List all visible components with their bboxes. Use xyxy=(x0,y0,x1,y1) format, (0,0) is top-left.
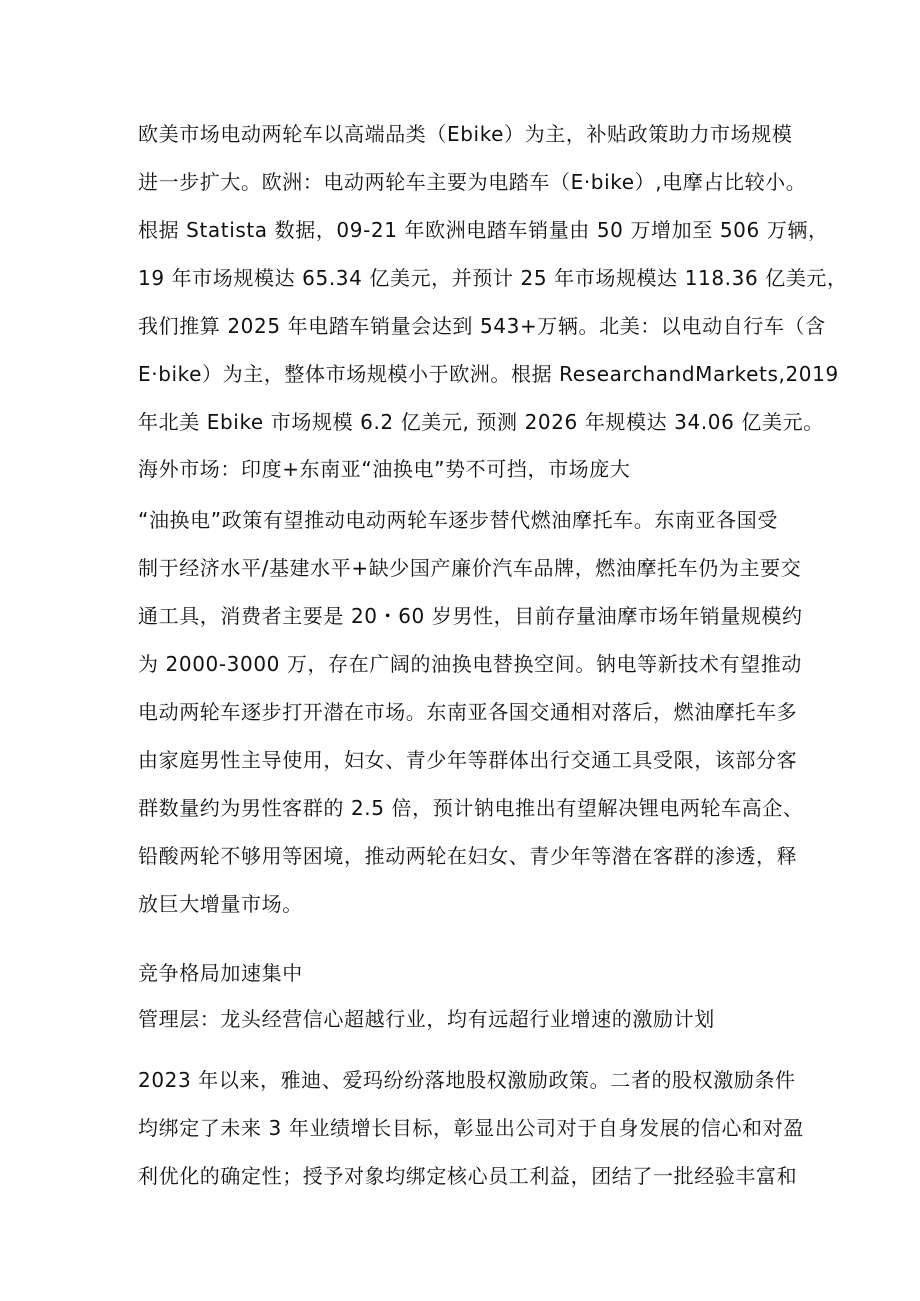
paragraph-incentive-line-2: 均绑定了未来 3 年业绩增长目标，彰显出公司对于自身发展的信心和对盈 xyxy=(138,1116,804,1140)
paragraph-europe-line-5: 我们推算 2025 年电踏车销量会达到 543+万辆。北美：以电动自行车（含 xyxy=(138,314,826,338)
paragraph-incentive-line-3: 利优化的确定性；授予对象均绑定核心员工利益，团结了一批经验丰富和 xyxy=(138,1164,798,1188)
paragraph-europe-line-3: 根据 Statista 数据，09-21 年欧洲电踏车销量由 50 万增加至 506 万辆， xyxy=(138,218,829,242)
paragraph-sea-line-8: 铅酸两轮不够用等困境，推动两轮在妇女、青少年等潜在客群的渗透，释 xyxy=(138,844,798,868)
paragraph-europe-line-4: 19 年市场规模达 65.34 亿美元，并预计 25 年市场规模达 118.36 亿美元， xyxy=(138,266,848,290)
paragraph-sea-line-1: “油换电”政策有望推动电动两轮车逐步替代燃油摩托车。东南亚各国受 xyxy=(138,508,778,532)
paragraph-europe-line-7: 年北美 Ebike 市场规模 6.2 亿美元, 预测 2026 年规模达 34.06 亿美元。 xyxy=(138,410,824,434)
paragraph-sea-line-4: 为 2000-3000 万，存在广阔的油换电替换空间。钠电等新技术有望推动 xyxy=(138,652,802,676)
paragraph-sea-line-6: 由家庭男性主导使用，妇女、青少年等群体出行交通工具受限，该部分客 xyxy=(138,748,798,772)
paragraph-sea-line-2: 制于经济水平/基建水平+缺少国产廉价汽车品牌，燃油摩托车仍为主要交 xyxy=(138,556,802,580)
heading-overseas-market: 海外市场：印度+东南亚“油换电”势不可挡，市场庞大 xyxy=(138,457,631,481)
paragraph-sea-line-3: 通工具，消费者主要是 20・60 岁男性，目前存量油摩市场年销量规模约 xyxy=(138,604,803,628)
paragraph-europe-line-1: 欧美市场电动两轮车以高端品类（Ebike）为主，补贴政策助力市场规模 xyxy=(138,122,793,146)
paragraph-europe-line-2: 进一步扩大。欧洲：电动两轮车主要为电踏车（E·bike）,电摩占比较小。 xyxy=(138,170,807,194)
paragraph-incentive-line-1: 2023 年以来，雅迪、爱玛纷纷落地股权激励政策。二者的股权激励条件 xyxy=(138,1068,796,1092)
paragraph-sea-line-7: 群数量约为男性客群的 2.5 倍，预计钠电推出有望解决锂电两轮车高企、 xyxy=(138,796,804,820)
paragraph-sea-line-9: 放巨大增量市场。 xyxy=(138,892,303,916)
paragraph-sea-line-5: 电动两轮车逐步打开潜在市场。东南亚各国交通相对落后，燃油摩托车多 xyxy=(138,700,798,724)
paragraph-europe-line-6: E·bike）为主，整体市场规模小于欧洲。根据 ResearchandMarkets,2019 xyxy=(138,362,839,386)
heading-competition: 竞争格局加速集中 xyxy=(138,961,303,985)
heading-management: 管理层：龙头经营信心超越行业，均有远超行业增速的激励计划 xyxy=(138,1007,715,1031)
